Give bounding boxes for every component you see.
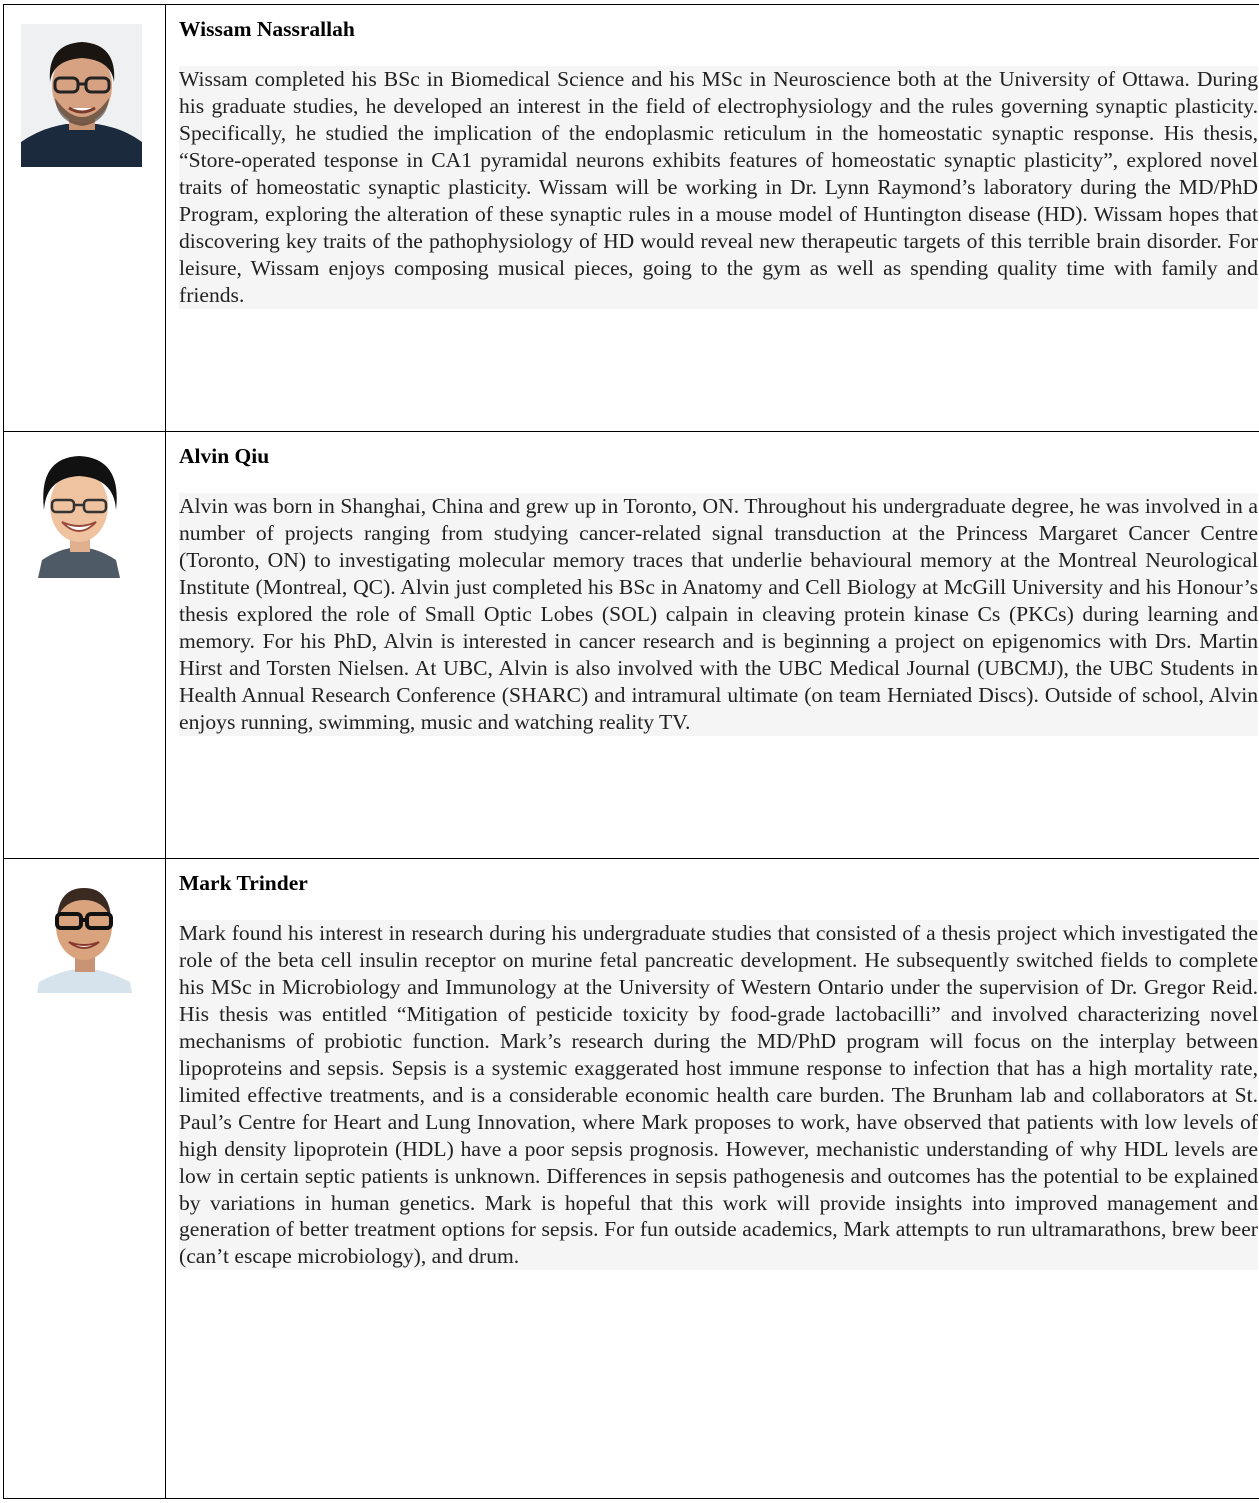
person-bio: Alvin was born in Shanghai, China and grew up in Toronto, ON. Throughout his undergraduate degree, he was involved in a number of projects ranging from studying cancer-related signal transduction at the Princess Margaret Cancer Centre (Toronto, ON) to investigating molecular memory traces that underlie behavioural memory at the Montreal Neurological Institute (Montreal, QC). Alvin just completed his BSc in Anatomy and Cell Biology at McGill University and his Honour’s thesis explored the role of Small Optic Lobes (SOL) calpain in cleaving protein kinase Cs (PKCs) during learning and memory. For his PhD, Alvin is interested in cancer research and is beginning a project on epigenomics with Drs. Martin Hirst and Torsten Nielsen. At UBC, Alvin is also involved with the UBC Medical Journal (UBCMJ), the UBC Students in Health Annual Research Conference (SHARC) and intramural ultimate (on team Herniated Discs). Outside of school, Alvin enjoys running, swimming, music and watching reality TV. [179,494,1258,734]
portrait-photo-mark [37,878,165,993]
bio-text-cell [166,859,1259,1499]
bio-row-alvin [4,432,1259,859]
photo-cell [4,5,166,432]
photo-cell [4,432,166,859]
bio-row-wissam [4,5,1259,432]
person-name: Mark Trinder [179,871,308,895]
bio-table [3,4,1259,1499]
portrait-photo-alvin [32,448,165,578]
person-name: Alvin Qiu [179,444,270,468]
bio-text-cell [166,5,1259,432]
photo-cell [4,859,166,1499]
person-bio: Mark found his interest in research during his undergraduate studies that consisted of a thesis project which investigated the role of the beta cell insulin receptor on murine fetal pancreatic development. He subsequently switched fields to complete his MSc in Microbiology and Immunology at the University of Western Ontario under the supervision of Dr. Gregor Reid. His thesis was entitled “Mitigation of pesticide toxicity by food-grade lactobacilli” and involved characterizing novel mechanisms of probiotic function. Mark’s research during the MD/PhD program will focus on the interplay between lipoproteins and sepsis. Sepsis is a systemic exaggerated host immune response to infection that has a high mortality rate, limited effective treatments, and is a considerable economic health care burden. The Brunham lab and collaborators at St. Paul’s Centre for Heart and Lung Innovation, where Mark proposes to work, have observed that patients with low levels of high density lipoprotein (HDL) have a poor sepsis prognosis. However, mechanistic understanding of why HDL levels are low in certain septic patients is unknown. Differences in sepsis pathogenesis and outcomes has the potential to be explained by variations in human genetics. Mark is hopeful that this work will provide insights into improved management and generation of better treatment options for sepsis. For fun outside academics, Mark attempts to run ultramarathons, brew beer (can’t escape microbiology), and drum. [179,921,1258,1269]
bio-text-cell [166,432,1259,859]
portrait-photo-wissam [21,24,165,167]
person-name: Wissam Nassrallah [179,17,355,41]
person-bio: Wissam completed his BSc in Biomedical Science and his MSc in Neuroscience both at the University of Ottawa. During his graduate studies, he developed an interest in the field of electrophysiology and the rules governing synaptic plasticity. Specifically, he studied the implication of the endoplasmic reticulum in the homeostatic synaptic response. His thesis, “Store-operated tesponse in CA1 pyramidal neurons exhibits features of homeostatic synaptic plasticity”, explored novel traits of homeostatic synaptic plasticity. Wissam will be working in Dr. Lynn Raymond’s laboratory during the MD/PhD Program, exploring the alteration of these synaptic rules in a mouse model of Huntington disease (HD). Wissam hopes that discovering key traits of the pathophysiology of HD would reveal new therapeutic targets of this terrible brain disorder. For leisure, Wissam enjoys composing musical pieces, going to the gym as well as spending quality time with family and friends. [179,67,1258,307]
bio-row-mark [4,859,1259,1499]
